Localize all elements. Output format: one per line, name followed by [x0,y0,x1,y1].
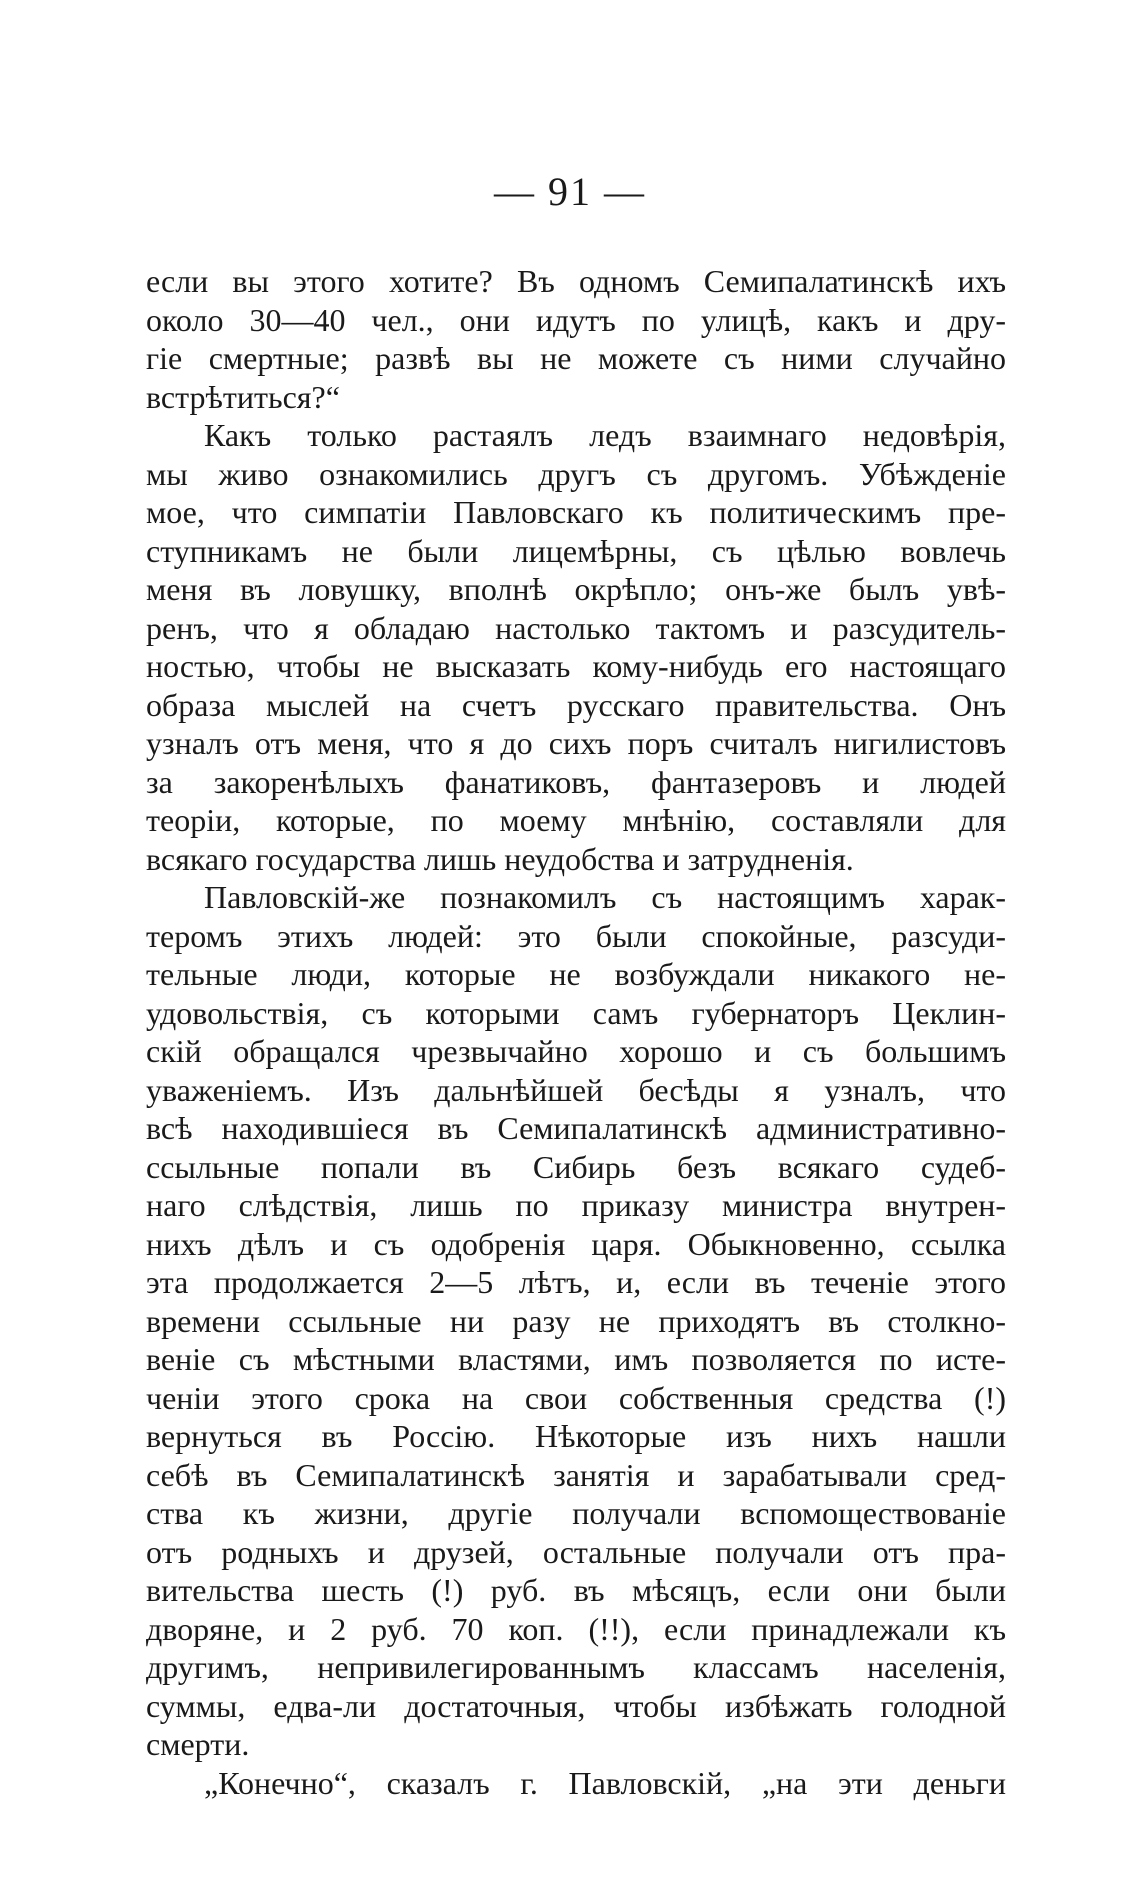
text-line: дворяне, и 2 руб. 70 коп. (!!), если принадлежали къ [146,1610,1006,1647]
text-line: ностью, чтобы не высказать кому-нибудь его настоящаго [146,648,1006,684]
text-line: за закоренѣлыхъ фанатиковъ, фантазеровъ и людей [146,763,1006,800]
text-line: наго слѣдствія, лишь по приказу министра внутрен- [146,1187,1006,1223]
text-line: себѣ въ Семипалатинскѣ занятія и зарабатывали сред- [146,1456,1006,1493]
body-text [146,262,1006,1802]
text-line: вернуться въ Россію. Нѣкоторые изъ нихъ нашли [146,1418,1006,1454]
text-line: гіе смертные; развѣ вы не можете съ ними случайно [146,340,1006,376]
text-line: веніе съ мѣстными властями, имъ позволяется по исте- [146,1341,1006,1377]
text-line: около 30—40 чел., они идутъ по улицѣ, какъ и дру- [146,301,1006,338]
text-line: суммы, едва-ли достаточныя, чтобы избѣжать голодной [146,1687,1006,1724]
text-line: ссыльные попали въ Сибирь безъ всякаго судеб- [146,1148,1006,1185]
text-line: встрѣтиться?“ [146,378,340,415]
text-line: Какъ только растаялъ ледъ взаимнаго недовѣрія, [204,417,1006,453]
text-line: ства къ жизни, другіе получали вспомоществованіе [146,1495,1006,1531]
text-line: теромъ этихъ людей: это были спокойные, разсуди- [146,917,1006,954]
text-line: „Конечно“, сказалъ г. Павловскій, „на эти деньги [204,1764,1006,1801]
text-line: мое, что симпатіи Павловскаго къ политическимъ пре- [146,494,1006,530]
text-line: времени ссыльные ни разу не приходятъ въ столкно- [146,1302,1006,1339]
text-line: нихъ дѣлъ и съ одобренія царя. Обыкновенно, ссылка [146,1225,1006,1262]
text-line: узналъ отъ меня, что я до сихъ поръ считалъ нигилистовъ [146,725,1006,761]
text-line: уваженіемъ. Изъ дальнѣйшей бесѣды я узналъ, что [146,1071,1006,1108]
text-line: отъ родныхъ и друзей, остальные получали отъ пра- [146,1533,1006,1570]
text-line: теоріи, которые, по моему мнѣнію, составляли для [146,802,1006,838]
text-line: мы живо ознакомились другъ съ другомъ. Убѣжденіе [146,455,1006,492]
text-line: тельные люди, которые не возбуждали никакого не- [146,956,1006,992]
text-line: образа мыслей на счетъ русскаго правительства. Онъ [146,686,1006,723]
text-line: смерти. [146,1726,250,1762]
text-line: меня въ ловушку, вполнѣ окрѣпло; онъ-же былъ увѣ- [146,571,1006,607]
text-line: скій обращался чрезвычайно хорошо и съ большимъ [146,1033,1006,1069]
text-line: ченіи этого срока на свои собственныя средства (!) [146,1379,1006,1416]
text-line: другимъ, непривилегированнымъ классамъ населенія, [146,1649,1006,1685]
text-line: эта продолжается 2—5 лѣтъ, и, если въ теченіе этого [146,1264,1006,1300]
text-line: если вы этого хотите? Въ одномъ Семипалатинскѣ ихъ [146,263,1006,299]
text-line: вительства шесть (!) руб. въ мѣсяцъ, если они были [146,1572,1006,1608]
text-line: всякаго государства лишь неудобства и затрудненія. [146,840,854,877]
text-line: удовольствія, съ которыми самъ губернаторъ Цеклин- [146,994,1006,1031]
text-line: всѣ находившіеся въ Семипалатинскѣ административно- [146,1110,1006,1146]
text-line: Павловскій-же познакомилъ съ настоящимъ харак- [204,879,1006,915]
text-line: ступникамъ не были лицемѣрны, съ цѣлью вовлечь [146,532,1006,569]
text-line: ренъ, что я обладаю настолько тактомъ и разсудитель- [146,609,1006,646]
page-number: — 91 — [494,169,646,214]
